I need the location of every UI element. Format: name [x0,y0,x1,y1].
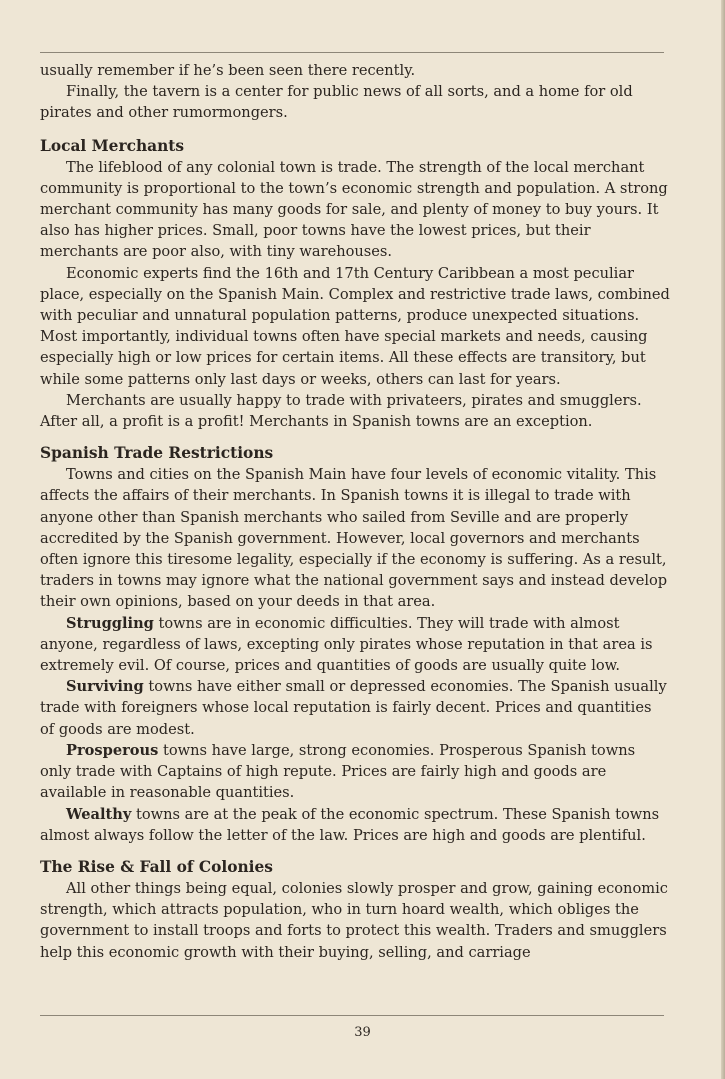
page-number: 39 [354,1025,371,1040]
level-term-struggling: Struggling [66,614,154,632]
level-text-prosperous: towns have large, strong economies. Prosperous Spanish towns only trade with Captains of high repute. Prices are fairly high and goods are available in reasonable quantities. [40,741,636,802]
local-merchants-paragraph-1: The lifeblood of any colonial town is trade. The strength of the local merchant community is proportional to the town’s economic strength and population. A strong merchant community has many goods for sale, and plenty of money to buy yours. It also has higher prices. Small, poor towns have the lowest prices, but their merchants are poor also, with tiny warehouses. [40,158,668,261]
spanish-trade-paragraph-1: Towns and cities on the Spanish Main have four levels of economic vitality. This affects the affairs of their merchants. In Spanish towns it is illegal to trade with anyone other than Spanish merchants who sailed from Seville and are properly accredited by the Spanish government. However, local governors and merchants often ignore this tiresome legality, especially if the economy is suffering. As a result, traders in towns may ignore what the national government says and instead develop their own opinions, based on your deeds in that area. [40,466,668,611]
local-merchants-paragraph-2: Economic experts find the 16th and 17th Century Caribbean a most peculiar place, especially on the Spanish Main. Complex and restrictive trade laws, combined with peculiar and unnatural population patterns, produce unexpected situations. Most importantly, individual towns often have special markets and needs, causing especially high or low prices for certain items. All these effects are transitory, but while some patterns only last days or weeks, others can last for years. [40,264,670,388]
page-edge-shadow [721,0,725,1079]
level-term-wealthy: Wealthy [66,805,132,823]
top-rule [40,52,664,53]
level-surviving-paragraph [40,676,670,740]
rise-and-fall-paragraph-1: All other things being equal, colonies slowly prosper and grow, gaining economic strength, which attracts population, who in turn hoard wealth, which obliges the government to install troops and forts to protect this wealth. Traders and smugglers help this economic growth with their buying, selling, and carriage [40,879,668,961]
level-term-prosperous: Prosperous [66,741,159,759]
level-text-wealthy: towns are at the peak of the economic spectrum. These Spanish towns almost always follow the letter of the law. Prices are high and goods are plentiful. [40,805,660,844]
level-text-struggling: towns are in economic difficulties. They will trade with almost anyone, regardless of laws, excepting only pirates whose reputation in that area is extremely evil. Of course, prices and quantities of goods are usually quite low. [40,614,653,675]
level-wealthy-paragraph [40,804,670,846]
heading-rise-and-fall: The Rise & Fall of Colonies [40,857,273,876]
level-term-surviving: Surviving [66,678,144,696]
heading-spanish-trade-restrictions: Spanish Trade Restrictions [40,444,274,463]
tavern-paragraph: Finally, the tavern is a center for public news of all sorts, and a home for old pirates and other rumormongers. [40,83,633,122]
level-prosperous-paragraph [40,740,670,804]
level-struggling-paragraph [40,613,670,677]
page-body [40,60,670,963]
bottom-rule [40,1015,664,1016]
local-merchants-paragraph-3: Merchants are usually happy to trade with privateers, pirates and smugglers. After all, a profit is a profit! Merchants in Spanish towns are an exception. [40,391,642,431]
heading-local-merchants: Local Merchants [40,136,185,155]
continued-paragraph: usually remember if he’s been seen there recently. [40,62,416,79]
level-text-surviving: towns have either small or depressed economies. The Spanish usually trade with foreigners whose local reputation is fairly decent. Prices and quantities of goods are modest. [40,678,667,738]
